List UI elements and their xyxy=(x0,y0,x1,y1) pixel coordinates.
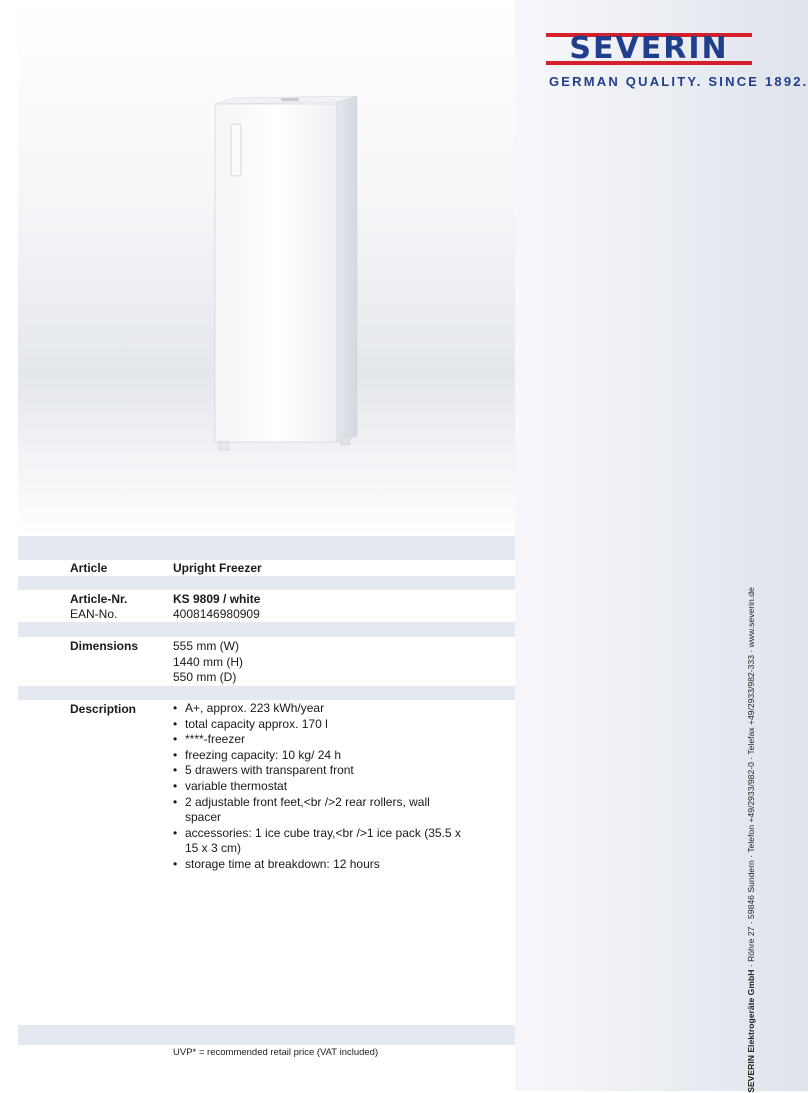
article-nr-code: KS 9809 xyxy=(173,592,220,606)
article-nr-label: Article-Nr. xyxy=(70,592,128,606)
table-band-2 xyxy=(18,622,515,637)
description-label: Description xyxy=(70,702,137,716)
article-nr-value xyxy=(173,592,260,607)
freezer-product-image xyxy=(193,96,363,456)
list-item: • total capacity approx. 170 l xyxy=(173,717,463,733)
dimension-width: 555 mm (W) xyxy=(173,639,239,653)
company-details: · Röhre 27 · 59846 Sundern · Telefon +49/2933/982-0 · Telefax +49/2933/982-333 · www.severin.de xyxy=(746,587,756,970)
table-band-3 xyxy=(18,686,515,700)
list-item: • variable thermostat xyxy=(173,779,463,795)
right-side-panel xyxy=(515,0,808,1091)
price-footnote: UVP* = recommended retail price (VAT included) xyxy=(173,1047,379,1058)
company-address-text xyxy=(746,587,756,1093)
list-item: • 2 adjustable front feet,<br />2 rear rollers, wall spacer xyxy=(173,795,463,826)
table-band-header xyxy=(18,536,515,560)
ean-value: 4008146980909 xyxy=(173,607,260,621)
list-item: • accessories: 1 ice cube tray,<br />1 ice pack (35.5 x 15 x 3 cm) xyxy=(173,826,463,857)
logo-wordmark: SEVERIN xyxy=(569,31,729,66)
list-item: • A+, approx. 223 kWh/year xyxy=(173,701,463,717)
table-band-footer xyxy=(18,1025,515,1045)
list-item: • 5 drawers with transparent front xyxy=(173,763,463,779)
article-label: Article xyxy=(70,561,108,575)
list-item: • storage time at breakdown: 12 hours xyxy=(173,857,463,873)
dimension-depth: 550 mm (D) xyxy=(173,670,237,684)
article-nr-color: / white xyxy=(219,592,261,606)
dimension-height: 1440 mm (H) xyxy=(173,655,244,669)
table-band-1 xyxy=(18,576,515,590)
list-item: • ****-freezer xyxy=(173,732,463,748)
list-item: • freezing capacity: 10 kg/ 24 h xyxy=(173,748,463,764)
company-name: SEVERIN Elektrogeräte GmbH xyxy=(746,969,756,1093)
ean-label: EAN-No. xyxy=(70,607,118,621)
article-value: Upright Freezer xyxy=(173,561,262,575)
brand-tagline: GERMAN QUALITY. SINCE 1892. xyxy=(549,74,808,89)
severin-logo xyxy=(546,30,808,89)
description-list xyxy=(173,701,463,873)
dimensions-label: Dimensions xyxy=(70,639,139,653)
company-address-sidebar xyxy=(741,587,761,1093)
